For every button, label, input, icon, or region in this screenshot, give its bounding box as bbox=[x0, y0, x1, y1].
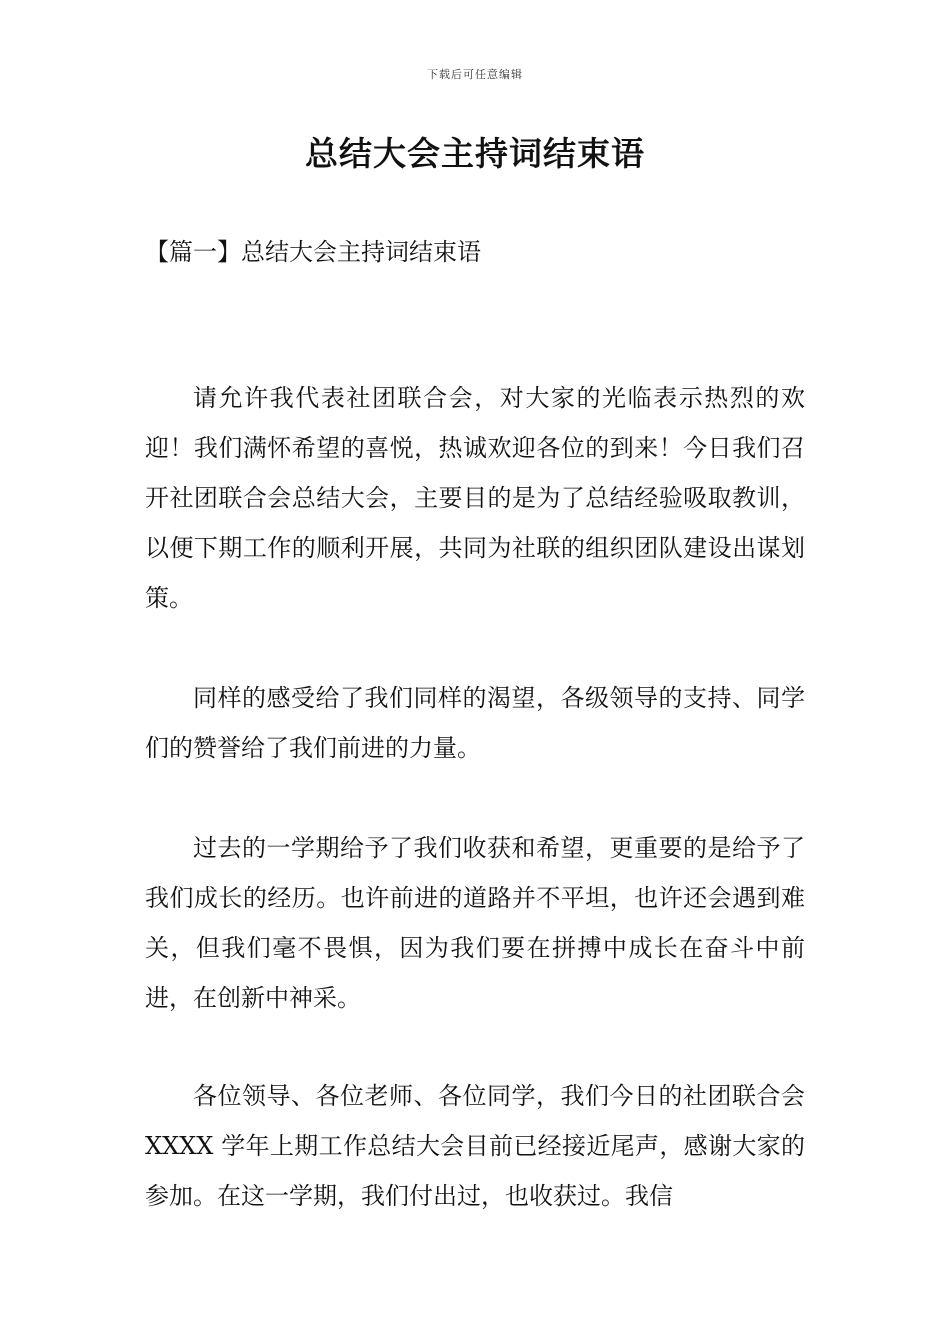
document-title: 总结大会主持词结束语 bbox=[305, 134, 645, 173]
paragraph-3: 过去的一学期给予了我们收获和希望，更重要的是给予了我们成长的经历。也许前进的道路并不平坦，也许还会遇到难关，但我们毫不畏惧，因为我们要在拼搏中成长在奋斗中前进，在创新中神采。 bbox=[145, 834, 805, 1012]
paragraph-2: 同样的感受给了我们同样的渴望，各级领导的支持、同学们的赞誉给了我们前进的力量。 bbox=[145, 684, 805, 762]
paragraph-4: 各位领导、各位老师、各位同学，我们今日的社团联合会 XXXX 学年上期工作总结大会目前已经接近尾声，感谢大家的参加。在这一学期，我们付出过，也收获过。我信 bbox=[145, 1082, 805, 1210]
section-heading: 【篇一】总结大会主持词结束语 bbox=[145, 238, 481, 266]
paragraph-1: 请允许我代表社团联合会，对大家的光临表示热烈的欢迎！我们满怀希望的喜悦，热诚欢迎各位的到来！今日我们召开社团联合会总结大会，主要目的是为了总结经验吸取教训，以便下期工作的顺利开展，共同为社联的组织团队建设出谋划策。 bbox=[145, 384, 805, 612]
header-note: 下载后可任意编辑 bbox=[427, 68, 523, 81]
